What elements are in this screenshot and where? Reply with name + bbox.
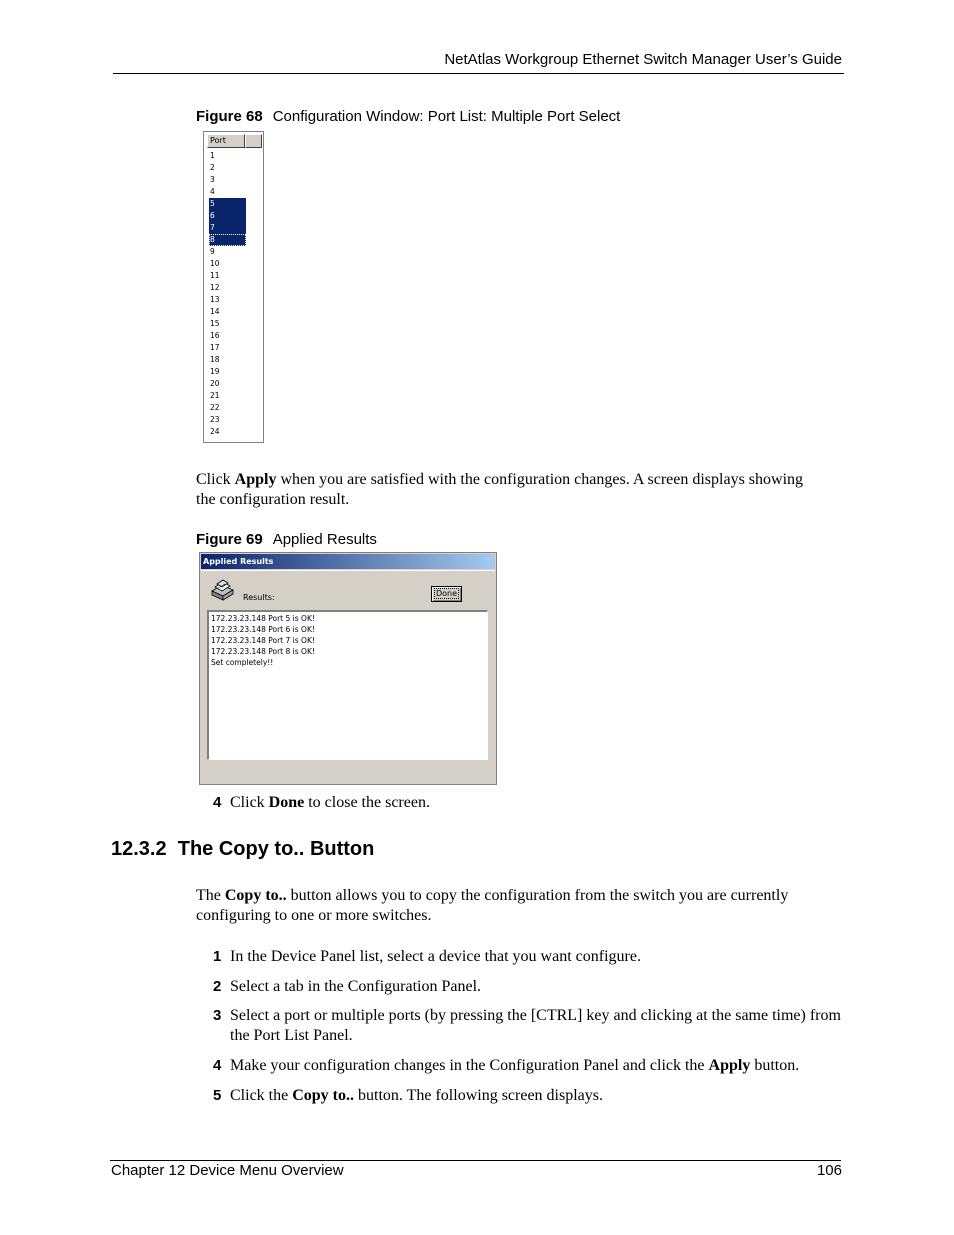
- apply-para-post: when you are satisfied with the configuration changes. A screen displays showing the configuration result.: [196, 471, 804, 508]
- port-row[interactable]: 18: [210, 355, 220, 364]
- port-row[interactable]: 9: [210, 247, 215, 256]
- figure-69-text: Applied Results: [272, 531, 377, 548]
- port-row[interactable]: 11: [210, 271, 220, 280]
- copy-to-term: Copy to..: [224, 887, 287, 904]
- footer-rule: [110, 1160, 841, 1161]
- apply-paragraph: [196, 470, 816, 510]
- port-row[interactable]: 3: [210, 175, 215, 184]
- section-number: 12.3.2: [111, 838, 167, 860]
- port-row[interactable]: 23: [210, 415, 220, 424]
- page-number: 106: [816, 1162, 842, 1179]
- port-row[interactable]: 7: [209, 222, 246, 234]
- done-button[interactable]: [431, 586, 462, 602]
- step-text: Make your configuration changes in the Configuration Panel and click the: [230, 1057, 709, 1074]
- step-text-post: button.: [750, 1057, 800, 1074]
- blank-column-header[interactable]: [245, 134, 262, 148]
- port-list-panel: [203, 131, 264, 443]
- port-row[interactable]: 5: [209, 198, 246, 210]
- result-line: 172.23.23.148 Port 6 is OK!: [211, 625, 315, 634]
- step-text: Click the: [230, 1087, 293, 1104]
- dialog-title-bar[interactable]: Applied Results: [201, 554, 495, 569]
- result-line: 172.23.23.148 Port 7 is OK!: [211, 636, 315, 645]
- step-number: 5: [213, 1087, 222, 1104]
- copy-to-term: Copy to..: [292, 1087, 354, 1104]
- copy-para-pre: The: [196, 887, 225, 904]
- result-line: Set completely!!: [211, 658, 274, 667]
- port-row[interactable]: 10: [210, 259, 220, 268]
- port-row[interactable]: 12: [210, 283, 220, 292]
- step-text: Select a port or multiple ports (by pressing the [CTRL] key and clicking at the same time) from the Port List Panel.: [230, 1007, 841, 1044]
- port-row[interactable]: 15: [210, 319, 220, 328]
- done-term: Done: [268, 794, 305, 811]
- result-line: 172.23.23.148 Port 8 is OK!: [211, 647, 315, 656]
- results-label: Results:: [243, 593, 275, 602]
- step-text: Select a tab in the Configuration Panel.: [230, 978, 482, 995]
- step-text: In the Device Panel list, select a device that you want configure.: [230, 948, 641, 965]
- port-row[interactable]: 17: [210, 343, 220, 352]
- copy-to-paragraph: [196, 886, 836, 926]
- port-row[interactable]: 22: [210, 403, 220, 412]
- title-divider: [201, 570, 495, 571]
- header-rule: [113, 73, 844, 74]
- floppy-disk-icon: [209, 579, 235, 601]
- copy-para-post: button allows you to copy the configuration from the switch you are currently configuring to one or more switches.: [196, 887, 789, 924]
- port-row[interactable]: 2: [210, 163, 215, 172]
- section-heading: [111, 838, 374, 861]
- result-line: 172.23.23.148 Port 5 is OK!: [211, 614, 315, 623]
- step-number: 4: [213, 1057, 222, 1074]
- apply-para-pre: Click: [196, 471, 235, 488]
- port-list-header: [207, 134, 262, 148]
- apply-term: Apply: [234, 471, 277, 488]
- port-row[interactable]: 16: [210, 331, 220, 340]
- running-header: NetAtlas Workgroup Ethernet Switch Manager User’s Guide: [444, 51, 842, 68]
- applied-results-dialog: [199, 552, 497, 785]
- figure-69-caption: [196, 531, 377, 548]
- port-row[interactable]: 13: [210, 295, 220, 304]
- figure-68-label: Figure 68: [196, 108, 263, 125]
- step-done-pre: Click: [230, 794, 269, 811]
- figure-68-text: Configuration Window: Port List: Multiple Port Select: [272, 108, 621, 125]
- step-number: 2: [213, 978, 222, 995]
- results-textarea[interactable]: [207, 610, 488, 760]
- step-done-post: to close the screen.: [304, 794, 430, 811]
- figure-69-label: Figure 69: [196, 531, 263, 548]
- done-button-label: Done: [435, 589, 458, 598]
- step-done-number: 4: [213, 794, 222, 811]
- apply-term: Apply: [708, 1057, 751, 1074]
- port-row[interactable]: 4: [210, 187, 215, 196]
- step-text-post: button. The following screen displays.: [354, 1087, 603, 1104]
- port-row[interactable]: 21: [210, 391, 220, 400]
- port-row[interactable]: 20: [210, 379, 220, 388]
- figure-68-caption: [196, 108, 620, 125]
- section-title: The Copy to.. Button: [177, 838, 375, 860]
- port-rows: [209, 150, 246, 438]
- port-row[interactable]: 14: [210, 307, 220, 316]
- port-row[interactable]: 6: [209, 210, 246, 222]
- footer-chapter: Chapter 12 Device Menu Overview: [111, 1162, 344, 1179]
- step-number: 3: [213, 1007, 222, 1024]
- port-row[interactable]: 8: [209, 234, 246, 246]
- port-column-header[interactable]: Port: [207, 134, 245, 148]
- port-row[interactable]: 1: [210, 151, 215, 160]
- port-row[interactable]: 19: [210, 367, 220, 376]
- port-row[interactable]: 24: [210, 427, 220, 436]
- step-number: 1: [213, 948, 222, 965]
